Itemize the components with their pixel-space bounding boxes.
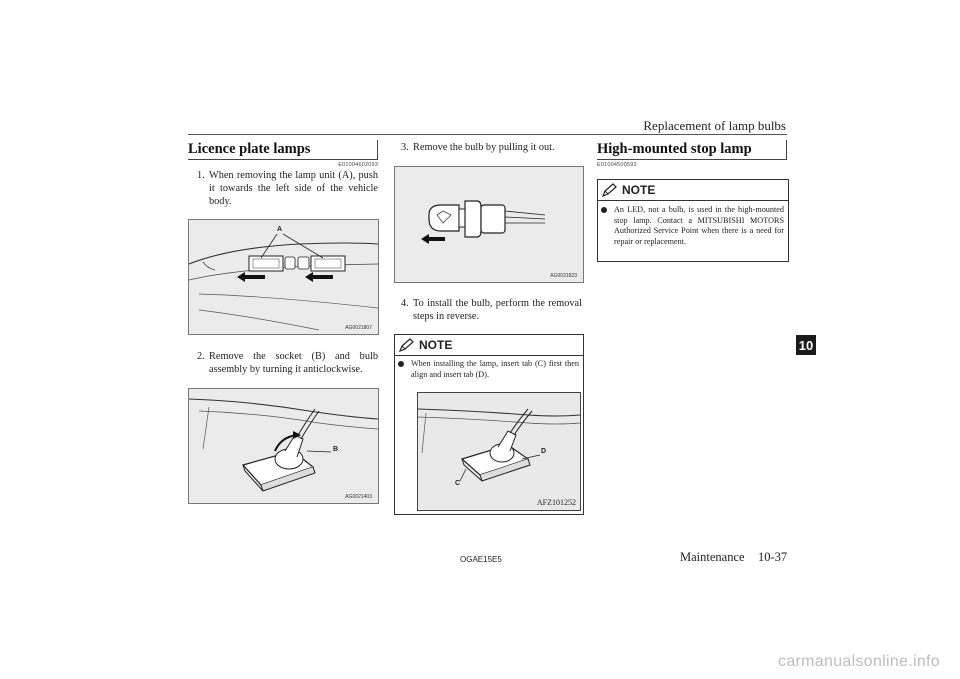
- callout-label-a: A: [277, 226, 283, 233]
- chapter-tab: 10: [796, 335, 816, 355]
- section-title-tick: [377, 140, 378, 160]
- step-2: [197, 350, 378, 376]
- section-code: E01004602093: [338, 162, 378, 168]
- note-text: An LED, not a bulb, is used in the high-mounted stop lamp. Contact a MITSUBISHI MOTORS Authorized Service Point when there is a need for repair or replacement.: [614, 205, 784, 246]
- note-header: [598, 180, 788, 201]
- note-item: [598, 205, 784, 247]
- note-header: [395, 335, 583, 356]
- section-title-rule: [188, 159, 378, 160]
- socket-removal-illustration: [189, 389, 378, 503]
- note-pencil-icon: [602, 183, 618, 197]
- section-title-licence-plate-lamps: Licence plate lamps: [188, 141, 311, 157]
- figure-code: AG0021807: [345, 325, 372, 331]
- step-text: Remove the bulb by pulling it out.: [413, 142, 555, 153]
- figure-code: AG0021403: [345, 494, 372, 500]
- tab-install-illustration: [418, 393, 580, 510]
- step-text: Remove the socket (B) and bulb assembly by turning it anticlockwise.: [209, 351, 378, 375]
- note-box-installation: [394, 334, 584, 515]
- step-text: When removing the lamp unit (A), push it towards the left side of the vehicle body.: [209, 170, 378, 207]
- section-title-tick: [786, 140, 787, 160]
- running-header-title: Replacement of lamp bulbs: [643, 118, 786, 133]
- section-title-rule: [597, 159, 787, 160]
- step-4: [401, 297, 582, 323]
- callout-label-c: C: [455, 480, 461, 487]
- note-box-led: [597, 179, 789, 262]
- step-3: [401, 141, 582, 154]
- header-rule: [188, 134, 787, 135]
- watermark: carmanualsonline.info: [778, 653, 940, 670]
- bullet-icon: [398, 361, 404, 367]
- step-number: 2.: [197, 351, 205, 362]
- bullet-icon: [601, 207, 607, 213]
- figure-socket-removal: [188, 388, 379, 504]
- bulb-removal-illustration: [395, 167, 583, 282]
- note-item: [395, 359, 579, 380]
- section-title-high-mounted-stop-lamp: High-mounted stop lamp: [597, 141, 752, 157]
- figure-tab-install: [417, 392, 581, 511]
- figure-code: AG0021823: [550, 273, 577, 279]
- figure-lamp-unit: [188, 219, 379, 335]
- section-code: E01004500593: [597, 162, 637, 168]
- note-pencil-icon: [399, 338, 415, 352]
- step-1: [197, 169, 378, 208]
- lamp-unit-illustration: [189, 220, 378, 334]
- note-label: NOTE: [622, 183, 656, 197]
- figure-bulb-removal: [394, 166, 584, 283]
- footer-chapter-name: Maintenance: [680, 550, 745, 564]
- callout-label-b: B: [333, 446, 339, 453]
- note-label: NOTE: [419, 338, 453, 352]
- callout-label-d: D: [541, 448, 547, 455]
- step-number: 1.: [197, 170, 205, 181]
- step-number: 4.: [401, 298, 409, 309]
- note-text: When installing the lamp, insert tab (C) first then align and insert tab (D).: [411, 359, 579, 379]
- footer-model-code: OGAE15E5: [460, 555, 502, 564]
- footer-page-number: 10-37: [758, 550, 788, 564]
- step-number: 3.: [401, 142, 409, 153]
- figure-code: AFZ101252: [536, 498, 576, 507]
- step-text: To install the bulb, perform the removal steps in reverse.: [413, 298, 582, 322]
